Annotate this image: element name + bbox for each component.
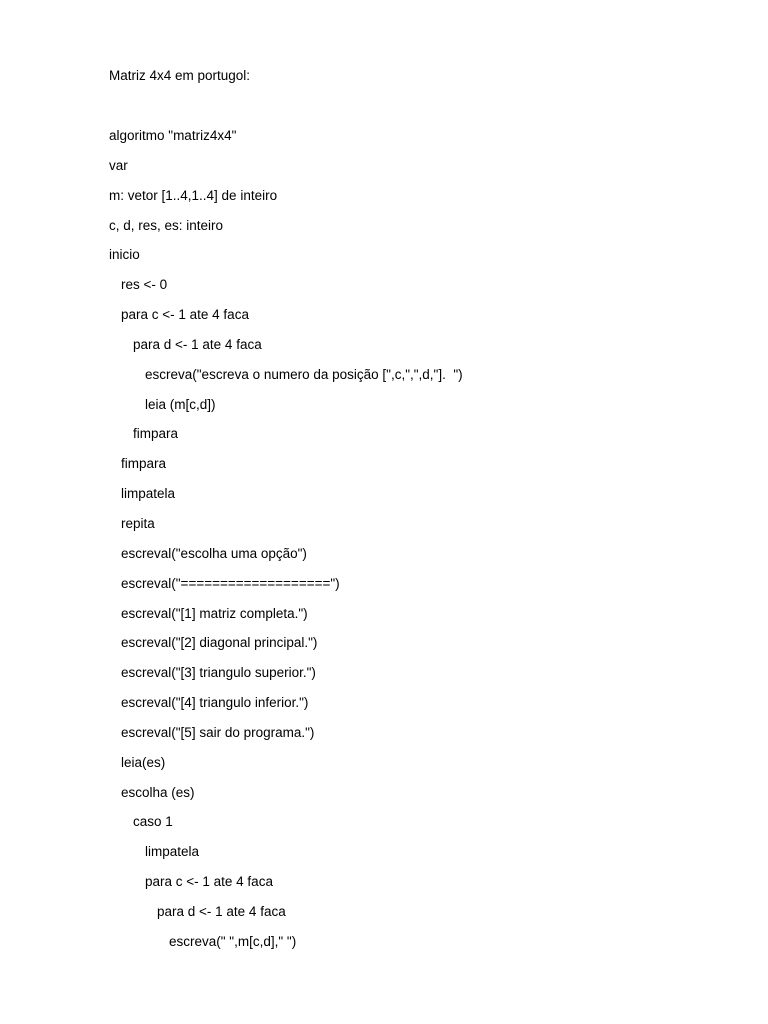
code-line: para c <- 1 ate 4 faca <box>121 307 249 323</box>
code-line: limpatela <box>121 486 176 502</box>
code-line: res <- 0 <box>121 277 168 293</box>
code-line: escreval("escolha uma opção") <box>121 545 307 561</box>
code-line: para d <- 1 ate 4 faca <box>133 336 262 352</box>
code-line: fimpara <box>133 426 179 442</box>
code-line: leia (m[c,d]) <box>145 396 216 412</box>
code-line: para d <- 1 ate 4 faca <box>157 903 286 919</box>
code-line: escolha (es) <box>121 784 195 800</box>
code-line: c, d, res, es: inteiro <box>109 217 224 233</box>
code-line: escreval("===================") <box>121 575 340 591</box>
code-line: fimpara <box>121 456 167 472</box>
code-line: escreval("[3] triangulo superior.") <box>121 665 316 681</box>
code-line: limpatela <box>145 844 200 860</box>
code-line: escreval("[2] diagonal principal.") <box>121 635 318 651</box>
code-line: algoritmo "matriz4x4" <box>109 128 237 143</box>
code-line: escreva(" ",m[c,d]," ") <box>169 933 297 949</box>
code-line: var <box>109 157 128 173</box>
code-line: repita <box>121 515 155 531</box>
code-line: caso 1 <box>133 814 173 830</box>
code-listing <box>109 127 463 963</box>
code-line: leia(es) <box>121 754 166 770</box>
code-line: escreval("[1] matriz completa.") <box>121 605 308 621</box>
code-line: inicio <box>109 247 140 263</box>
code-line: escreva("escreva o numero da posição [",c,",",d,"]. ") <box>145 366 463 382</box>
code-line: para c <- 1 ate 4 faca <box>145 874 273 890</box>
code-line: m: vetor [1..4,1..4] de inteiro <box>109 187 278 203</box>
code-line: escreval("[5] sair do programa.") <box>121 724 315 740</box>
document-title: Matriz 4x4 em portugol: <box>109 68 251 83</box>
code-line: escreval("[4] triangulo inferior.") <box>121 695 309 711</box>
